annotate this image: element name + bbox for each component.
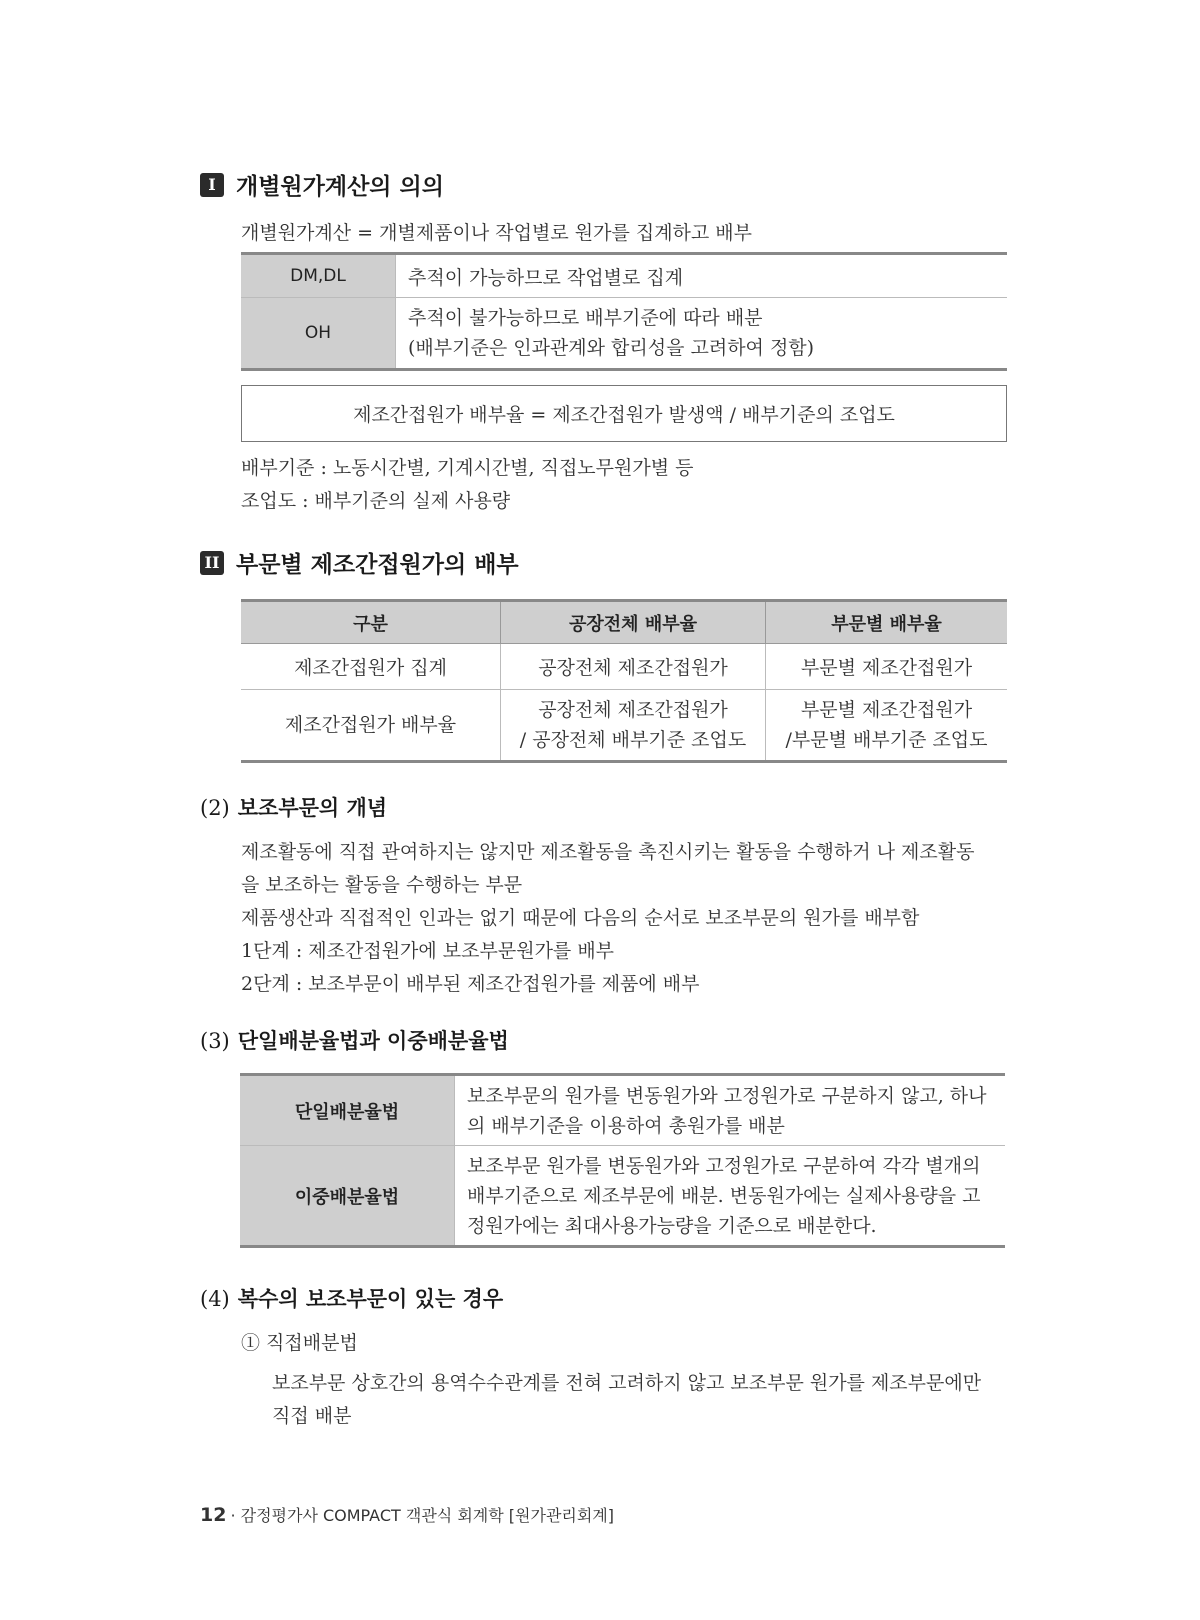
table-row-value [455, 1146, 1006, 1247]
table-cell-line: 공장전체 제조간접원가 [538, 699, 728, 721]
table-row-label: OH [241, 298, 396, 370]
sub2-line: 1단계 : 제조간접원가에 보조부문원가를 배부 [241, 940, 615, 962]
table-header-row [241, 601, 1007, 644]
sub2-title [200, 792, 387, 822]
table-row-line: 의 배부기준을 이용하여 총원가를 배분 [467, 1114, 785, 1137]
table-row-line: 정원가에는 최대사용가능량을 기준으로 배분한다. [467, 1214, 877, 1237]
section1-title [200, 168, 444, 201]
sub4-number: (4) [200, 1287, 230, 1311]
sub4-line: 직접 배분 [272, 1405, 352, 1427]
sub4-title-text: 복수의 보조부문이 있는 경우 [237, 1286, 504, 1311]
table-row-line: 배부기준으로 제조부문에 배분. 변동원가에는 실제사용량을 고 [467, 1184, 981, 1207]
table-cell: 제조간접원가 배부율 [284, 714, 457, 736]
section1-badge: I [200, 173, 224, 197]
table-row [240, 1075, 1005, 1146]
section2-title [200, 546, 519, 579]
sub2-number: (2) [200, 796, 230, 820]
table-row-value [396, 298, 1008, 370]
table-cell: 공장전체 제조간접원가 [501, 644, 766, 690]
section1-table [241, 252, 1007, 371]
page-footer [200, 1503, 614, 1526]
section2-badge: II [200, 551, 224, 575]
sub2-line: 제조활동에 직접 관여하지는 않지만 제조활동을 촉진시키는 활동을 수행하거 나 제조활동 [241, 841, 975, 863]
sub3-number: (3) [200, 1029, 230, 1053]
sub3-table [240, 1073, 1005, 1248]
footer-text: · 감정평가사 COMPACT 객관식 회계학 [원가관리회계] [230, 1506, 615, 1525]
section1-title-text: 개별원가계산의 의의 [236, 174, 444, 200]
page-number: 12 [200, 1504, 227, 1526]
table-row-line: 추적이 가능하므로 작업별로 집계 [408, 266, 684, 289]
table-row-line: 보조부문 원가를 변동원가와 고정원가로 구분하여 각각 별개의 [467, 1154, 981, 1177]
table-row-label: DM,DL [241, 254, 396, 298]
table-row [241, 644, 1007, 690]
table-header: 구분 [241, 601, 501, 644]
table-row-label: 이중배분율법 [240, 1146, 455, 1247]
sub2-line: 을 보조하는 활동을 수행하는 부문 [241, 874, 523, 896]
section2-table [241, 599, 1007, 763]
table-cell-line: 부문별 제조간접원가 [800, 699, 973, 721]
table-cell: 제조간접원가 집계 [294, 657, 447, 679]
sub4-title [200, 1283, 503, 1313]
table-row-value [455, 1075, 1006, 1146]
table-row-line: 추적이 불가능하므로 배부기준에 따라 배분 [408, 307, 763, 329]
formula-box: 제조간접원가 배부율 = 제조간접원가 발생액 / 배부기준의 조업도 [241, 385, 1007, 442]
section1-definition: 개별원가계산 = 개별제품이나 작업별로 원가를 집계하고 배부 [241, 222, 753, 244]
section2-title-text: 부문별 제조간접원가의 배부 [236, 552, 519, 578]
table-row-value [396, 254, 1008, 298]
section1-note: 조업도 : 배부기준의 실제 사용량 [241, 490, 511, 512]
sub3-title [200, 1025, 509, 1055]
sub3-title-text: 단일배분율법과 이중배분율법 [237, 1028, 509, 1053]
table-row-line: 보조부문의 원가를 변동원가와 고정원가로 구분하지 않고, 하나 [467, 1084, 987, 1107]
table-row [241, 690, 1007, 762]
sub2-title-text: 보조부문의 개념 [237, 795, 388, 820]
table-header: 부문별 배부율 [766, 601, 1008, 644]
table-row [241, 254, 1007, 298]
table-row-label: 단일배분율법 [240, 1075, 455, 1146]
table-cell-line: / 공장전체 배부기준 조업도 [519, 729, 747, 751]
sub4-item-title: ① 직접배분법 [241, 1332, 358, 1354]
section1-note: 배부기준 : 노동시간별, 기계시간별, 직접노무원가별 등 [241, 457, 694, 479]
table-cell: 부문별 제조간접원가 [766, 644, 1008, 690]
table-row [241, 298, 1007, 370]
sub2-line: 2단계 : 보조부문이 배부된 제조간접원가를 제품에 배부 [241, 973, 700, 995]
sub2-line: 제품생산과 직접적인 인과는 없기 때문에 다음의 순서로 보조부문의 원가를 배부함 [241, 907, 920, 929]
table-cell [501, 690, 766, 762]
table-row-line: (배부기준은 인과관계와 합리성을 고려하여 정함) [408, 337, 815, 359]
table-cell [766, 690, 1008, 762]
table-cell-line: /부문별 배부기준 조업도 [785, 729, 988, 751]
sub4-line: 보조부문 상호간의 용역수수관계를 전혀 고려하지 않고 보조부문 원가를 제조부문에만 [272, 1372, 982, 1394]
table-header: 공장전체 배부율 [501, 601, 766, 644]
table-row [240, 1146, 1005, 1247]
